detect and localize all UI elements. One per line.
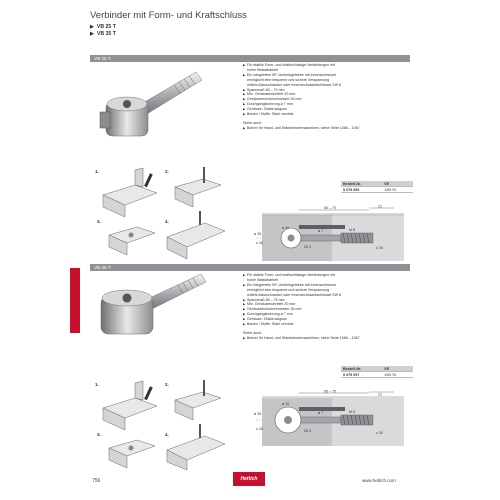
model-list-item-2: ▶ VB 35 T	[90, 31, 116, 37]
table-row	[341, 372, 413, 378]
feature-item: ▶ Für stabile Form- und kraftschlüssige Verbindungen mit	[243, 273, 336, 277]
step-number: 1.	[95, 382, 99, 387]
feature-item: ▶ Ein integriertes 90°-Umlenkgetriebe mit Innensechskant	[243, 282, 336, 287]
footer-url[interactable]: www.hettich.com	[362, 478, 396, 483]
step-number: 4.	[165, 219, 169, 224]
order-number: 9 079 656	[341, 187, 382, 193]
arrow-right-icon: ▶	[243, 302, 246, 307]
dimension-label: ≥ 30	[376, 431, 383, 435]
feature-list-vb35	[243, 273, 413, 341]
dimension-label: 60 – 70	[324, 206, 336, 210]
arrow-right-icon: ▶	[243, 112, 246, 117]
page-number: 756	[92, 478, 101, 484]
dimension-label: ø 25	[254, 232, 262, 236]
dimension-label: 21	[378, 392, 382, 397]
arrow-right-icon: ▶	[243, 63, 246, 67]
chapter-tab	[70, 268, 80, 333]
assembly-steps-vb35	[95, 378, 245, 473]
dimension-label: 21	[378, 205, 382, 209]
column-header: VE	[382, 366, 413, 372]
dimension-label: 20,3	[304, 429, 311, 433]
arrow-right-icon: ▶	[243, 282, 246, 287]
see-also-label: Siehe auch:	[243, 330, 262, 335]
order-table-vb35	[341, 366, 413, 378]
feature-item: ▶ Ein integriertes 90°-Umlenkgetriebe mit Innensechskant	[243, 72, 336, 77]
step-number: 2.	[165, 169, 169, 174]
brand-logo: Hettich	[233, 472, 265, 486]
feature-item: ▶ Durchgangsbohrung ø 7 mm	[243, 102, 293, 107]
connector-product-image-vb35	[96, 272, 216, 352]
dimension-label: ø 10	[282, 226, 290, 230]
feature-item: ▶ Spannmaß 65 – 75 mm	[243, 297, 285, 302]
step-number: 1.	[95, 169, 99, 174]
page-title: Verbinder mit Form- und Kraftschluss	[90, 10, 247, 21]
feature-item: ▶ Gehäuse: Zinkdruckguss	[243, 317, 287, 322]
dimension-label: ≥ 35	[256, 427, 263, 431]
feature-item: ermöglicht eine bequeme und sichere Verspannung	[247, 287, 330, 292]
dimension-label: M 8	[349, 410, 355, 414]
dimension-label: ø 7	[318, 229, 324, 233]
section-bar-vb25: VB 25 T	[90, 55, 410, 62]
feature-item: ▶ Gehäuse: Zinkdruckguss	[243, 107, 287, 112]
arrow-right-icon: ▶	[90, 24, 94, 30]
arrow-right-icon: ▶	[243, 273, 246, 277]
feature-item: ▶ Bolzen / Muffe: Stahl verzinkt	[243, 112, 294, 117]
column-header: VE	[382, 181, 413, 187]
feature-item: ▶ Gehäusebohrdurchmesser 35 mm	[243, 307, 302, 312]
technical-drawing-vb35	[254, 390, 414, 450]
order-table-vb25	[341, 181, 413, 193]
connector-product-image-vb25	[96, 62, 216, 157]
arrow-right-icon: ▶	[243, 97, 246, 102]
arrow-right-icon: ▶	[243, 72, 246, 77]
arrow-right-icon: ▶	[243, 92, 246, 97]
feature-item: mittels Akkuschrauber oder Innensechskantschlüssel SW 6	[247, 82, 342, 87]
feature-item: ▶ Min. Gehäusebohrtiefe 20 mm	[243, 92, 296, 97]
dimension-label: M 8	[349, 228, 355, 232]
dimension-label: ø 10	[282, 402, 290, 406]
dimension-label: ≥ 30	[376, 246, 383, 250]
packing-unit: 1/50 St.	[382, 187, 413, 193]
assembly-steps-vb25	[95, 165, 245, 265]
step-number: 2.	[165, 382, 169, 387]
feature-item: ermöglicht eine bequeme und sichere Verspannung	[247, 77, 330, 82]
technical-drawing-vb25	[254, 205, 414, 265]
section-bar-vb35: VB 35 T	[90, 264, 410, 271]
see-also-item: ▶ Bohrer für Hand- und Ständerbohrmaschinen, siehe Seite 1066 – 1067	[243, 125, 360, 130]
dimension-label: 20,3	[304, 245, 311, 249]
order-number: 9 079 657	[341, 372, 382, 378]
arrow-right-icon: ▶	[243, 107, 246, 112]
feature-item: ▶ Spannmaß 60 – 70 mm	[243, 87, 285, 92]
column-header: Bestell-Nr.	[341, 181, 382, 187]
see-also-item: ▶ Bohrer für Hand- und Ständerbohrmaschinen, siehe Seite 1066 – 1067	[243, 335, 360, 340]
packing-unit: 1/50 St.	[382, 372, 413, 378]
arrow-right-icon: ▶	[243, 312, 246, 317]
arrow-right-icon: ▶	[243, 297, 246, 302]
feature-item: ▶ Durchgangsbohrung ø 7 mm	[243, 312, 293, 317]
arrow-right-icon: ▶	[243, 335, 246, 340]
feature-item: ▶ Gehäusebohrdurchmesser 25 mm	[243, 97, 302, 102]
feature-list-vb25	[243, 63, 413, 131]
feature-item: mittels Akkuschrauber oder Innensechskantschlüssel SW 6	[247, 292, 342, 297]
arrow-right-icon: ▶	[243, 317, 246, 322]
feature-item: hoher Belastbarkeit	[247, 67, 278, 72]
arrow-right-icon: ▶	[243, 322, 246, 327]
arrow-right-icon: ▶	[243, 102, 246, 107]
step-number: 4.	[165, 432, 169, 437]
model-list-item-1: ▶ VB 25 T	[90, 24, 116, 30]
see-also-label: Siehe auch:	[243, 120, 262, 125]
dimension-label: ø 7	[318, 411, 324, 415]
dimension-label: 65 – 75	[324, 390, 336, 394]
feature-item: ▶ Min. Gehäusebohrtiefe 20 mm	[243, 302, 296, 307]
arrow-right-icon: ▶	[243, 125, 246, 130]
step-number: 3.	[97, 219, 101, 224]
dimension-label: ø 35	[254, 412, 262, 416]
arrow-right-icon: ▶	[243, 307, 246, 312]
feature-item: hoher Belastbarkeit	[247, 277, 278, 282]
feature-item: ▶ Bolzen / Muffe: Stahl verzinkt	[243, 322, 294, 327]
table-row	[341, 187, 413, 193]
dimension-label: ≥ 30	[256, 241, 263, 245]
feature-item: ▶ Für stabile Form- und kraftschlüssige Verbindungen mit	[243, 63, 336, 67]
arrow-right-icon: ▶	[243, 87, 246, 92]
step-number: 3.	[97, 432, 101, 437]
arrow-right-icon: ▶	[90, 31, 94, 37]
column-header: Bestell-Nr.	[341, 366, 382, 372]
